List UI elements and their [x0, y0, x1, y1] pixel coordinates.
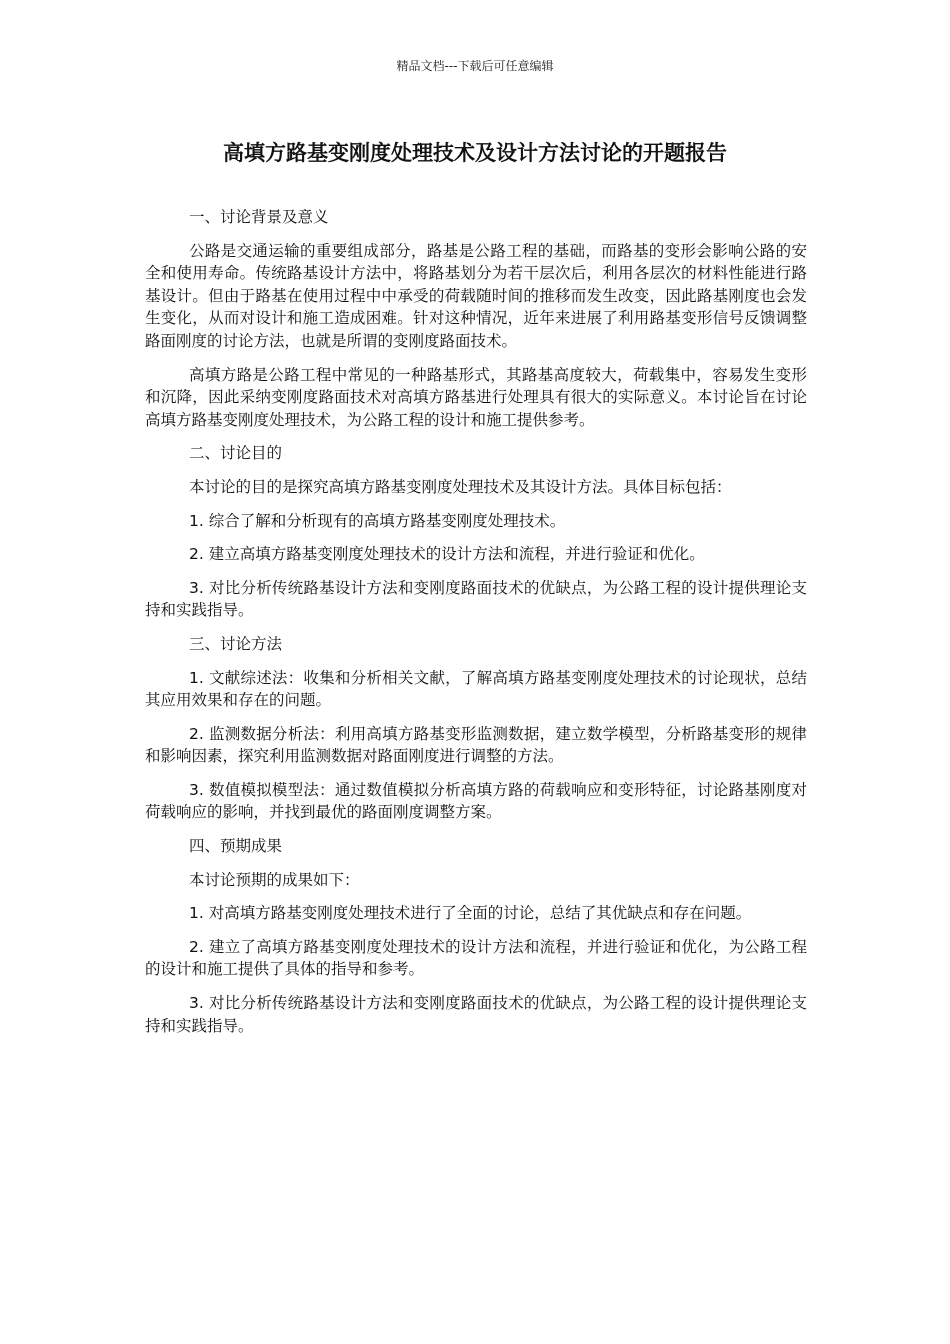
- section-heading-methods: 三、讨论方法: [189, 634, 283, 653]
- paragraph-background-2: 高填方路是公路工程中常见的一种路基形式，其路基高度较大，荷载集中，容易发生变形和沉降，因此采纳变刚度路面技术对高填方路基进行处理具有很大的实际意义。本讨论旨在讨论高填方路基变刚度处理技术，为公路工程的设计和施工提供参考。: [145, 365, 807, 429]
- list-item-outcome-2: 2. 建立了高填方路基变刚度处理技术的设计方法和流程，并进行验证和优化，为公路工程的设计和施工提供了具体的指导和参考。: [145, 937, 807, 979]
- list-item-purpose-2: 2. 建立高填方路基变刚度处理技术的设计方法和流程，并进行验证和优化。: [189, 545, 705, 564]
- paragraph-outcomes-intro: 本讨论预期的成果如下：: [189, 870, 360, 889]
- list-item-outcome-3: 3. 对比分析传统路基设计方法和变刚度路面技术的优缺点，为公路工程的设计提供理论支持和实践指导。: [145, 994, 807, 1035]
- list-item-method-1: 1. 文献综述法：收集和分析相关文献，了解高填方路基变刚度处理技术的讨论现状，总结其应用效果和存在的问题。: [145, 668, 807, 710]
- section-heading-background: 一、讨论背景及意义: [189, 208, 329, 226]
- list-item-purpose-3: 3. 对比分析传统路基设计方法和变刚度路面技术的优缺点，为公路工程的设计提供理论支持和实践指导。: [145, 578, 807, 620]
- list-item-method-3: 3. 数值模拟模型法：通过数值模拟分析高填方路的荷载响应和变形特征，讨论路基刚度对荷载响应的影响，并找到最优的路面刚度调整方案。: [145, 780, 807, 822]
- section-heading-outcomes: 四、预期成果: [189, 837, 283, 856]
- section-heading-purpose: 二、讨论目的: [189, 444, 283, 463]
- list-item-purpose-1: 1. 综合了解和分析现有的高填方路基变刚度处理技术。: [189, 511, 566, 530]
- paragraph-background-1: 公路是交通运输的重要组成部分，路基是公路工程的基础，而路基的变形会影响公路的安全和使用寿命。传统路基设计方法中，将路基划分为若干层次后，利用各层次的材料性能进行路基设计。但由于路基在使用过程中中承受的荷载随时间的推移而发生改变，因此路基刚度也会发生变化，从而对设计和施工造成困难。针对这种情况，近年来进展了利用路基变形信号反馈调整路面刚度的讨论方法，也就是所谓的变刚度路面技术。: [145, 241, 807, 350]
- document-title: 高填方路基变刚度处理技术及设计方法讨论的开题报告: [223, 141, 727, 165]
- list-item-outcome-1: 1. 对高填方路基变刚度处理技术进行了全面的讨论，总结了其优缺点和存在问题。: [189, 904, 752, 923]
- header-note: 精品文档---下载后可任意编辑: [396, 59, 554, 73]
- paragraph-purpose-intro: 本讨论的目的是探究高填方路基变刚度处理技术及其设计方法。具体目标包括：: [189, 477, 732, 496]
- list-item-method-2: 2. 监测数据分析法：利用高填方路基变形监测数据，建立数学模型，分析路基变形的规律和影响因素，探究利用监测数据对路面刚度进行调整的方法。: [145, 724, 807, 766]
- document-body: [145, 206, 807, 1048]
